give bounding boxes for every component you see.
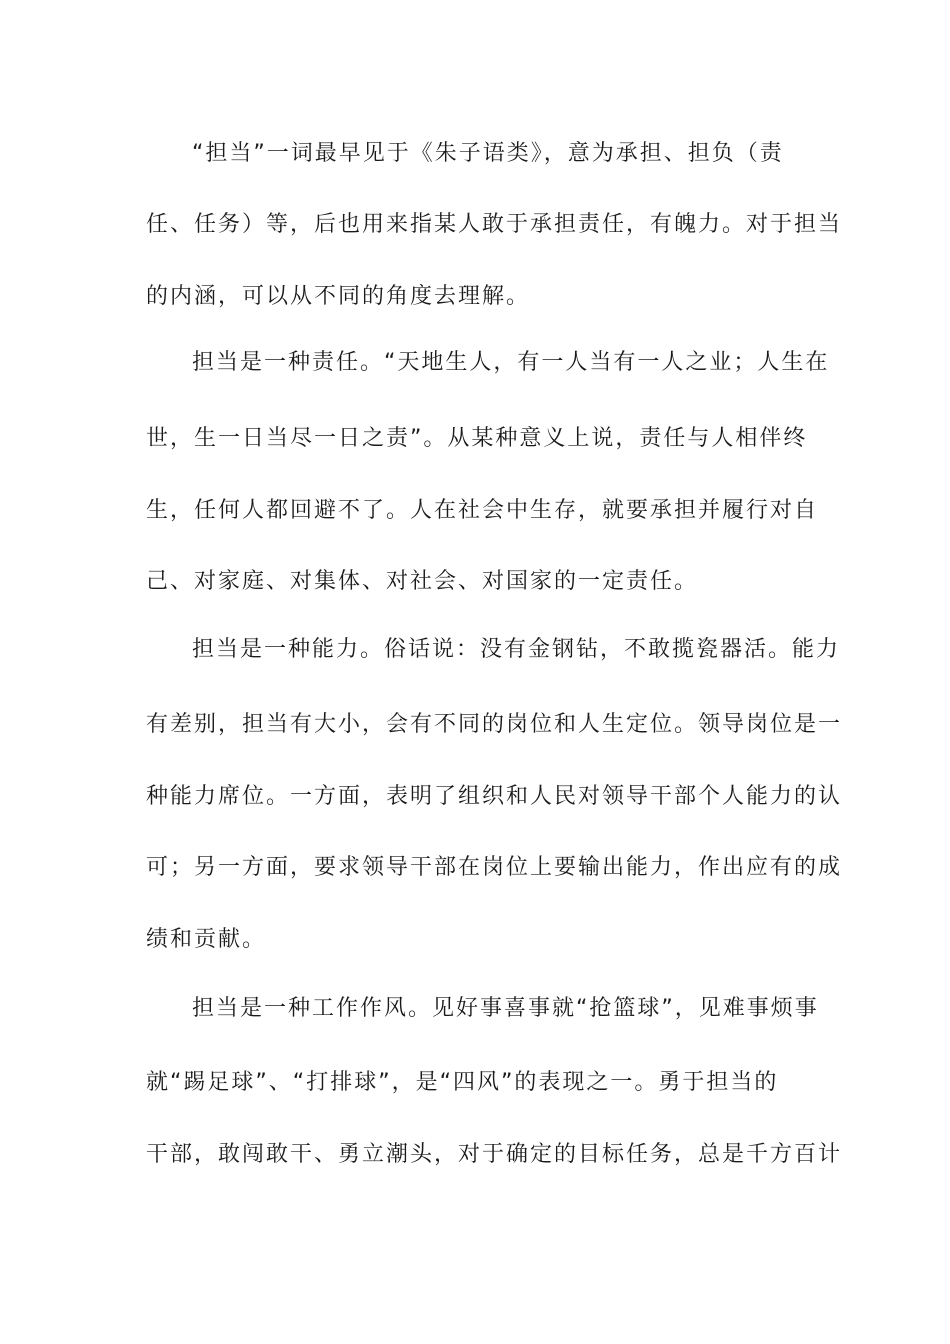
paragraph-3-line-3: 种能力席位。一方面，表明了组织和人民对领导干部个人能力的认 [146,784,843,809]
paragraph-1-line-3: 的内涵，可以从不同的角度去理解。 [146,284,531,309]
paragraph-3-line-5: 绩和贡献。 [146,927,267,952]
paragraph-4-line-1: 担当是一种工作作风。见好事喜事就“抢篮球”，见难事烦事 [192,996,819,1021]
paragraph-2-line-4: 己、对家庭、对集体、对社会、对国家的一定责任。 [146,569,699,594]
paragraph-1-line-2: 任、任务）等，后也用来指某人敢于承担责任，有魄力。对于担当 [146,212,843,237]
paragraph-3-line-1: 担当是一种能力。俗话说：没有金钢钻，不敢揽瓷器活。能力 [192,637,841,662]
paragraph-2-line-2: 世，生一日当尽一日之责”。从某种意义上说，责任与人相伴终 [146,426,808,451]
paragraph-3-line-2: 有差别，担当有大小，会有不同的岗位和人生定位。领导岗位是一 [146,712,843,737]
paragraph-1-line-1: “担当”一词最早见于《朱子语类》，意为承担、担负（责 [192,141,784,166]
paragraph-2-line-1: 担当是一种责任。“天地生人，有一人当有一人之业；人生在 [192,350,830,375]
paragraph-2-line-3: 生，任何人都回避不了。人在社会中生存，就要承担并履行对自 [146,498,819,523]
paragraph-3-line-4: 可；另一方面，要求领导干部在岗位上要输出能力，作出应有的成 [146,855,843,880]
paragraph-4-line-2: 就“踢足球”、“打排球”，是“四风”的表现之一。勇于担当的 [146,1070,779,1095]
paragraph-4-line-3: 干部，敢闯敢干、勇立潮头，对于确定的目标任务，总是千方百计 [146,1142,843,1167]
